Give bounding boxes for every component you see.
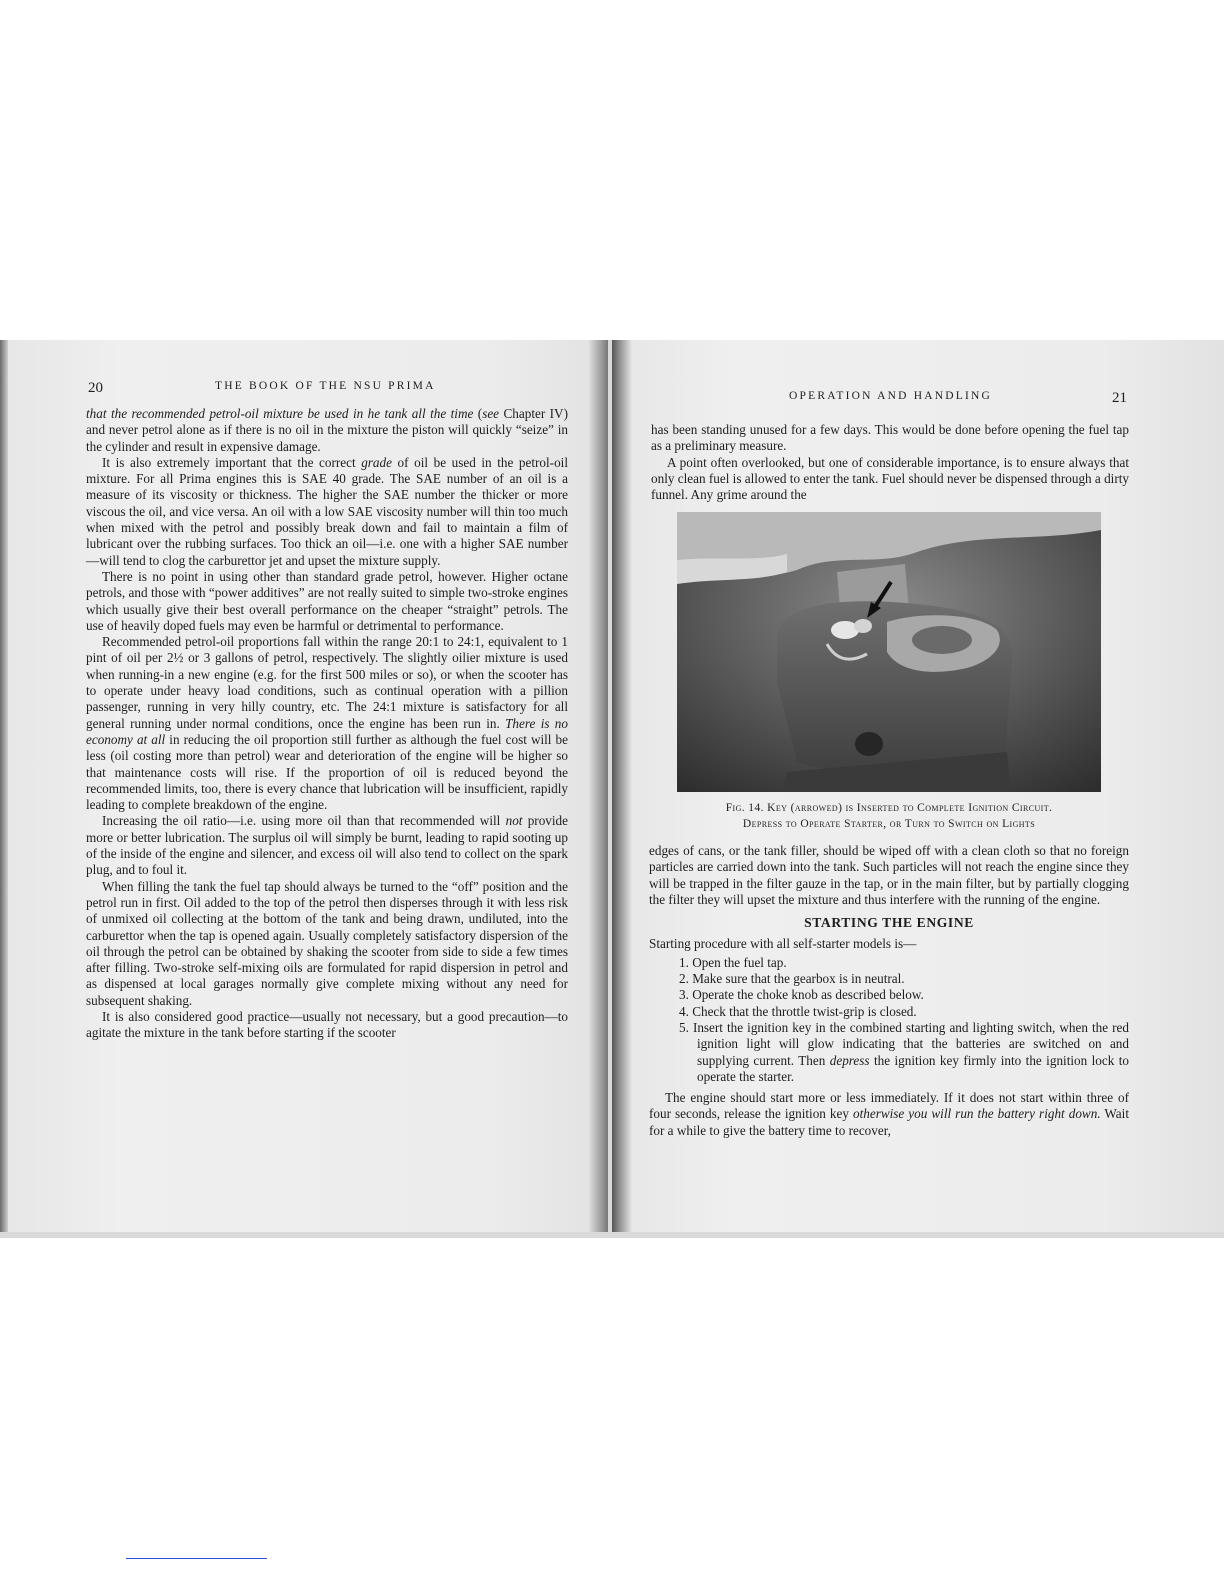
caption-line: Depress to Operate Starter, or Turn to Switch on Lights: [742, 818, 1036, 830]
starting-steps-list: [649, 955, 1129, 1085]
page-edge-shadow: [0, 340, 8, 1232]
italic-run: that the recommended petrol-oil mixture be used in he tank all the time: [86, 406, 474, 421]
page-number: 21: [1112, 390, 1127, 406]
list-item: 4. Check that the throttle twist-grip is closed.: [679, 1003, 917, 1019]
paragraph: has been standing unused for a few days. This would be done before opening the fuel tap as a preliminary measure.: [651, 422, 1129, 454]
book-spread: [0, 340, 1224, 1238]
left-body-text: [86, 406, 568, 1042]
list-item: 5. Insert the ignition key in the combined starting and lighting switch, when the red ignition light will glow indicating that the batteries are switched on and supplying current. Then depress the ignition key firmly into the ignition lock to operate the starter.: [679, 1019, 1129, 1084]
paragraph: It is also considered good practice—usually not necessary, but a good precaution—to agitate the mixture in the tank before starting if the scooter: [86, 1008, 568, 1041]
page-number: 20: [88, 380, 103, 396]
paragraph: edges of cans, or the tank filler, should be wiped off with a clean cloth so that no foreign particles are carried down into the tank. Such particles will not reach the engine since they will be trapped in the filter gauze in the tap, or in the main filter, but by partially clogging the filter they will upset the mixture and thus interfere with the running of the engine.: [649, 843, 1129, 907]
figure-14-photo: [677, 512, 1101, 792]
underline-link[interactable]: [126, 1558, 267, 1559]
gutter-shadow: [612, 340, 632, 1232]
figure-caption: [651, 800, 1127, 832]
section-heading: STARTING THE ENGINE: [804, 915, 974, 931]
list-item: 1. Open the fuel tap.: [679, 954, 787, 970]
paragraph: Recommended petrol-oil proportions fall within the range 20:1 to 24:1, equivalent to 1 pint of oil per 2½ or 3 gallons of petrol, respectively. The slightly oilier mixture is used when running-in a new engine (e.g. for the first 500 miles or so), or when the scooter has to operate under heavy load conditions, such as continual operation with a pillion passenger, running in very hilly country, etc. The 24:1 mixture is satisfactory for all general running under normal conditions, once the engine has been run in. There is no economy at all in reducing the oil proportion still further as although the fuel cost will be less (oil costing more than petrol) wear and deterioration of the engine will be higher so that maintenance costs will rise. If the proportion of oil is reduced beyond the recommended limits, too, there is every chance that lubrication will be insufficient, rapidly leading to complete breakdown of the engine.: [86, 634, 568, 813]
running-head: THE BOOK OF THE NSU PRIMA: [215, 380, 436, 392]
right-body-text-top: [651, 422, 1129, 503]
list-item: 3. Operate the choke knob as described below.: [679, 987, 924, 1003]
paragraph: It is also extremely important that the correct grade of oil be used in the petrol-oil mixture. For all Prima engines this is SAE 40 grade. The SAE number of an oil is a measure of its viscosity or thickness. The higher the SAE number the thicker or more viscous the oil, and vice versa. An oil with a low SAE viscosity number will thin too much when mixed with the petrol and possibly break down and fail to maintain a film of lubricant over the rubbing surfaces. Too thick an oil—i.e. one with a higher SAE number—will tend to clog the carburettor jet and upset the mixture supply.: [86, 454, 568, 568]
paragraph: When filling the tank the fuel tap should always be turned to the “off” position and the petrol run in first. Oil added to the top of the petrol then disperses through it with less risk of unmixed oil collecting at the bottom of the tank and being drawn, undiluted, into the carburettor when the tap is opened again. Usually completely satisfactory dispersion of the oil through the petrol can be obtained by shaking the scooter from side to side a few times after filling. Two-stroke self-mixing oils are formulated for rapid dispersion in petrol and as dispensed at local garages normally give complete mixing without any need for subsequent shaking.: [86, 878, 568, 1008]
gutter-shadow: [588, 340, 608, 1232]
running-head: OPERATION AND HANDLING: [789, 390, 993, 402]
paragraph: that the recommended petrol-oil mixture be used in he tank all the time (see Chapter IV) and never petrol alone as if there is no oil in the mixture the piston will quickly “seize” in the cylinder and result in expensive damage.: [86, 406, 568, 454]
right-body-text-bottom: [649, 843, 1129, 1139]
ignition-switch-photo: [677, 512, 1101, 792]
paragraph: Increasing the oil ratio—i.e. using more oil than that recommended will not provide more or better lubrication. The surplus oil will simply be burnt, leading to rapid sooting up of the inside of the engine and silencer, and excess oil will also tend to collect on the spark plug, and to foul it.: [86, 813, 568, 878]
italic-run: see: [482, 406, 500, 421]
caption-line: Fig. 14. Key (arrowed) is Inserted to Complete Ignition Circuit.: [725, 802, 1053, 814]
paragraph: There is no point in using other than standard grade petrol, however. Higher octane petrols, and those with “power additives” are not really suited to simple two-stroke engines which usually give their best overall performance on the cheaper “straight” petrols. The use of heavily doped fuels may even be harmful or detrimental to performance.: [86, 568, 568, 633]
paragraph: Starting procedure with all self-starter models is—: [649, 936, 917, 952]
paragraph: The engine should start more or less immediately. If it does not start within three of four seconds, release the ignition key otherwise you will run the battery right down. Wait for a while to give the battery time to recover,: [649, 1090, 1129, 1138]
paragraph: A point often overlooked, but one of considerable importance, is to ensure always that only clean fuel is allowed to enter the tank. Fuel should never be dispensed through a dirty funnel. Any grime around the: [651, 454, 1129, 503]
list-item: 2. Make sure that the gearbox is in neutral.: [679, 971, 905, 987]
